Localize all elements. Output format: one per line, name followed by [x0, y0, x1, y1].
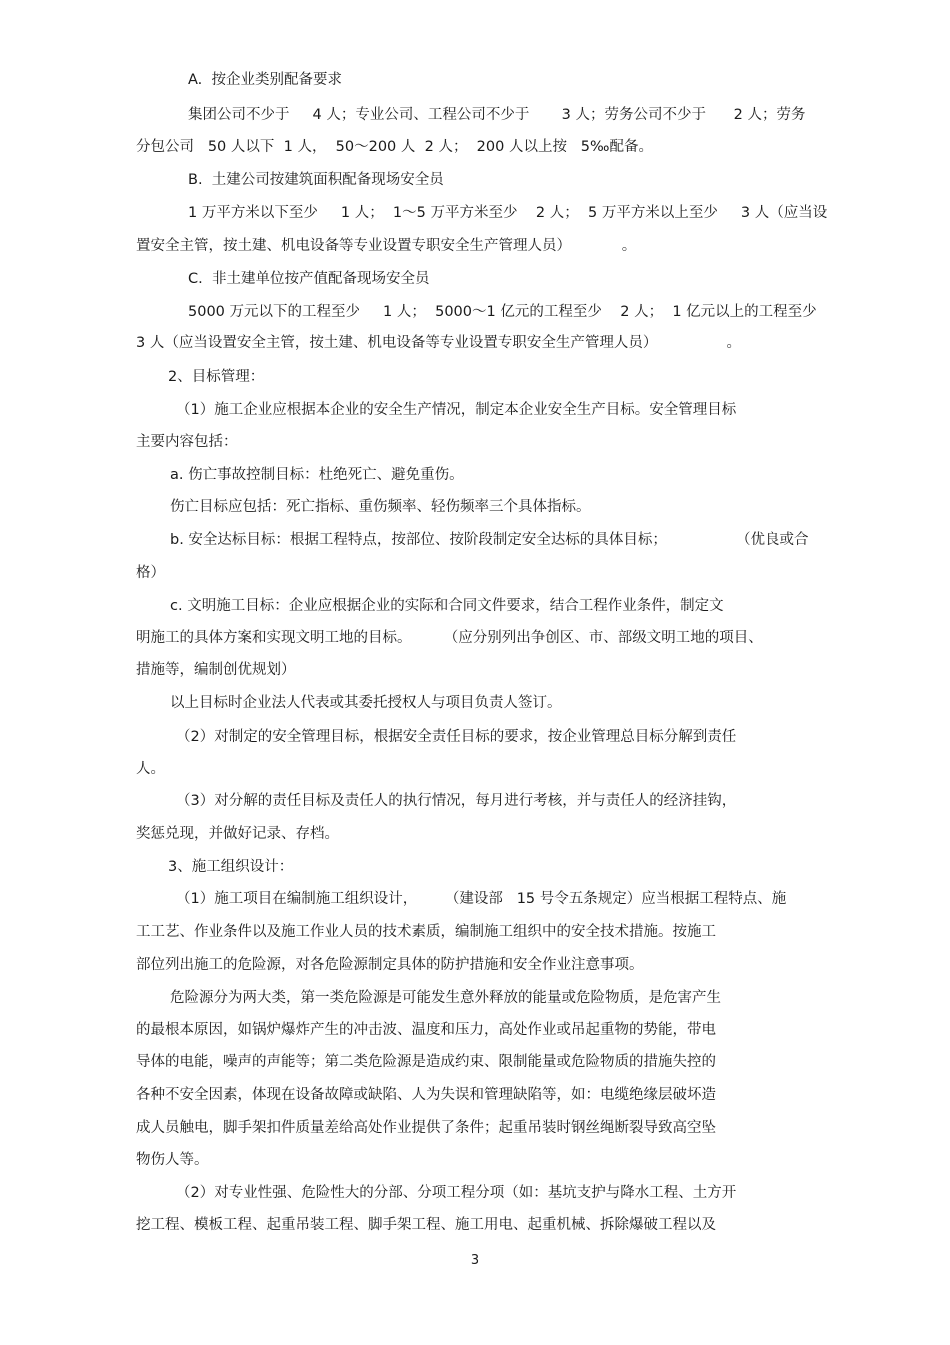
text-line: 格）: [136, 565, 165, 581]
text-line: 明施工的具体方案和实现文明工地的目标。 （应分别列出争创区、市、部级文明工地的项目、: [136, 630, 763, 646]
text-line: 集团公司不少于 4 人；专业公司、工程公司不少于 3 人；劳务公司不少于 2 人；劳务: [188, 107, 806, 123]
text-line: （2）对专业性强、危险性大的分部、分项工程分项（如：基坑支护与降水工程、土方开: [176, 1185, 737, 1201]
text-line: 危险源分为两大类，第一类危险源是可能发生意外释放的能量或危险物质，是危害产生: [170, 990, 721, 1006]
text-line: 措施等，编制创优规划）: [136, 662, 296, 678]
text-line: 导体的电能，噪声的声能等；第二类危险源是造成约束、限制能量或危险物质的措施失控的: [136, 1054, 716, 1070]
text-line: 成人员触电，脚手架扣件质量差给高处作业提供了条件；起重吊装时钢丝绳断裂导致高空坠: [136, 1120, 716, 1136]
text-line: C. 非土建单位按产值配备现场安全员: [188, 271, 430, 287]
text-line: 伤亡目标应包括：死亡指标、重伤频率、轻伤频率三个具体指标。: [170, 499, 591, 515]
text-line: （1）施工项目在编制施工组织设计， （建设部 15 号令五条规定）应当根据工程特点、施: [176, 891, 787, 907]
text-line: 奖惩兑现，并做好记录、存档。: [136, 826, 339, 842]
text-line: （2）对制定的安全管理目标，根据安全责任目标的要求，按企业管理总目标分解到责任: [176, 729, 737, 745]
text-line: （3）对分解的责任目标及责任人的执行情况，每月进行考核，并与责任人的经济挂钩，: [176, 793, 737, 809]
section-heading: 3、施工组织设计：: [168, 859, 294, 875]
text-line: （1）施工企业应根据本企业的安全生产情况，制定本企业安全生产目标。安全管理目标: [176, 402, 737, 418]
text-line: 部位列出施工的危险源，对各危险源制定具体的防护措施和安全作业注意事项。: [136, 957, 644, 973]
text-line: 3 人（应当设置安全主管，按土建、机电设备等专业设置专职安全生产管理人员） 。: [136, 335, 741, 351]
section-heading: 2、目标管理：: [168, 369, 265, 385]
text-line: b. 安全达标目标：根据工程特点，按部位、按阶段制定安全达标的具体目标； （优良或合: [170, 532, 809, 548]
text-line: 各种不安全因素，体现在设备故障或缺陷、人为失误和管理缺陷等，如：电缆绝缘层破坏造: [136, 1087, 716, 1103]
page-number: 3: [470, 1253, 480, 1268]
text-line: 挖工程、模板工程、起重吊装工程、脚手架工程、施工用电、起重机械、拆除爆破工程以及: [136, 1217, 716, 1233]
text-line: 以上目标时企业法人代表或其委托授权人与项目负责人签订。: [170, 695, 562, 711]
text-line: B. 土建公司按建筑面积配备现场安全员: [188, 172, 444, 188]
text-line: c. 文明施工目标：企业应根据企业的实际和合同文件要求，结合工程作业条件，制定文: [170, 598, 724, 614]
text-line: 置安全主管，按土建、机电设备等专业设置专职安全生产管理人员） 。: [136, 238, 637, 254]
text-line: a. 伤亡事故控制目标：杜绝死亡、避免重伤。: [170, 467, 464, 483]
text-line: 人。: [136, 761, 165, 777]
text-line: 物伤人等。: [136, 1152, 209, 1168]
text-line: 主要内容包括：: [136, 434, 238, 450]
text-line: 5000 万元以下的工程至少 1 人； 5000～1 亿元的工程至少 2 人； 1 亿元以上的工程至少: [188, 304, 817, 320]
text-line: 工工艺、作业条件以及施工作业人员的技术素质，编制施工组织中的安全技术措施。按施工: [136, 924, 716, 940]
text-line: 分包公司 50 人以下 1 人， 50～200 人 2 人； 200 人以上按 5‰配备。: [136, 139, 653, 155]
text-line: A. 按企业类别配备要求: [188, 72, 342, 88]
text-line: 的最根本原因，如锅炉爆炸产生的冲击波、温度和压力，高处作业或吊起重物的势能，带电: [136, 1022, 716, 1038]
text-line: 1 万平方米以下至少 1 人； 1～5 万平方米至少 2 人； 5 万平方米以上至少 3 人（应当设: [188, 205, 828, 221]
